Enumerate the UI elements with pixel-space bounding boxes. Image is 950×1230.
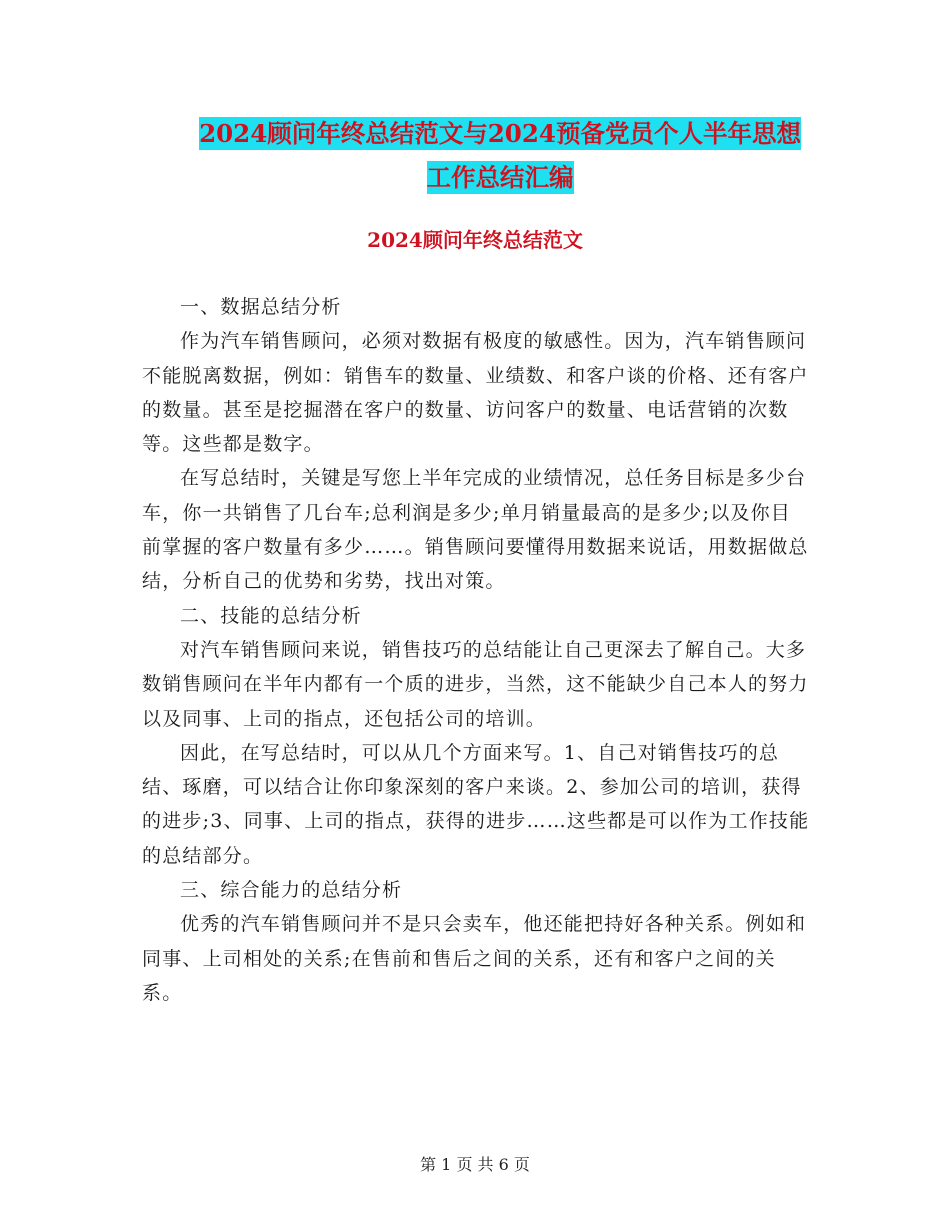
paragraph: 优秀的汽车销售顾问并不是只会卖车，他还能把持好各种关系。例如和同事、上司相处的关系;在售前和售后之间的关系，还有和客户之间的关系。 xyxy=(142,913,807,1004)
section-heading-3: 三、综合能力的总结分析 xyxy=(180,879,403,902)
document-title xyxy=(120,112,880,200)
section-heading-1: 一、数据总结分析 xyxy=(180,296,342,318)
paragraph: 对汽车销售顾问来说，销售技巧的总结能让自己更深去了解自己。大多数销售顾问在半年内都有一个质的进步，当然，这不能缺少自己本人的努力以及同事、上司的指点，还包括公司的培训。 xyxy=(142,638,809,730)
paragraph: 在写总结时，关键是写您上半年完成的业绩情况，总任务目标是多少台车，你一共销售了几台车;总利润是多少;单月销量最高的是多少;以及你目前掌握的客户数量有多少……。销售顾问要懂得用数据来说话，用数据做总结，分析自己的优势和劣势，找出对策。 xyxy=(142,467,809,593)
paragraph: 作为汽车销售顾问，必须对数据有极度的敏感性。因为，汽车销售顾问不能脱离数据，例如：销售车的数量、业绩数、和客户谈的价格、还有客户的数量。甚至是挖掘潜在客户的数量、访问客户的数量、电话营销的次数等。这些都是数字。 xyxy=(142,330,809,456)
paragraph: 因此，在写总结时，可以从几个方面来写。1、自己对销售技巧的总结、琢磨，可以结合让你印象深刻的客户来谈。2、参加公司的培训，获得的进步;3、同事、上司的指点，获得的进步……这些都是可以作为工作技能的总结部分。 xyxy=(142,741,810,867)
page-footer: 第 1 页 共 6 页 xyxy=(420,1155,530,1174)
document-body xyxy=(142,290,810,1010)
section-heading-2: 二、技能的总结分析 xyxy=(180,604,362,627)
title-line-1: 2024顾问年终总结范文与2024预备党员个人半年思想 xyxy=(199,119,801,148)
title-line-2: 工作总结汇编 xyxy=(426,163,574,192)
section-title: 2024顾问年终总结范文 xyxy=(367,228,583,252)
